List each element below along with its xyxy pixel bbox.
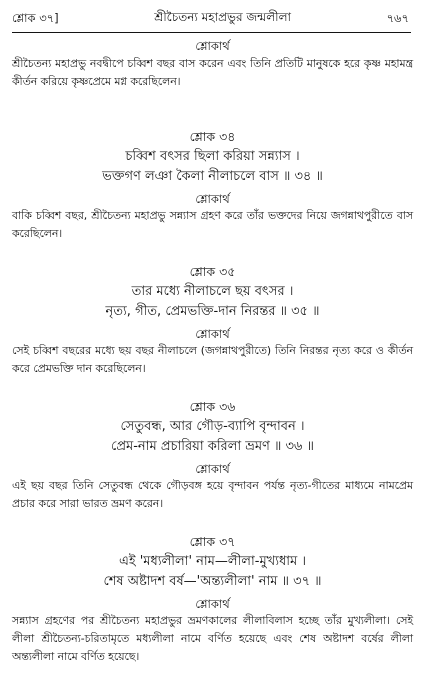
verse-34 <box>0 128 425 243</box>
verse-line: ভক্তগণ লঞা কৈলা নীলাচলে বাস ॥ ৩৪ ॥ <box>102 169 323 184</box>
verse-35 <box>0 263 425 378</box>
translation-label: শ্লোকার্থ <box>195 327 230 341</box>
verse-line: এই 'মধ্যলীলা' নাম—লীলা-মুখ্যধাম । <box>118 554 307 569</box>
verse-label: শ্লোক ৩৪ <box>189 129 236 144</box>
translation-label: শ্লোকার্থ <box>195 597 230 611</box>
translation-label: শ্লোকার্থ <box>195 462 230 476</box>
translation-label: শ্লোকার্থ <box>195 192 230 206</box>
translation-paragraph: শ্রীচৈতন্য মহাপ্রভু নবদ্বীপে চব্বিশ বছর বাস করেন এবং তিনি প্রতিটি মানুষকে হরে কৃষ্ণ মহামন্ত্র কীর্তন করিয়ে কৃষ্ণপ্রেমে মগ্ন করেছিলেন। <box>12 57 413 88</box>
chapter-title: শ্রীচৈতন্য মহাপ্রভুর জন্মলীলা <box>154 10 292 24</box>
verse-reference: শ্লোক ৩৭] <box>12 10 59 25</box>
verse-36 <box>0 398 425 513</box>
translation-paragraph: এই ছয় বছর তিনি সেতুবন্ধ থেকে গৌড়বঙ্গ হয়ে বৃন্দাবন পর্যন্ত নৃত্য-গীতের মাধ্যমে নামপ্রেম প্রচার করে সারা ভারত ভ্রমণ করেন। <box>12 479 413 510</box>
verse-line: চব্বিশ বৎসর ছিলা করিয়া সন্ন্যাস । <box>125 149 300 164</box>
verse-line: নৃত্য, গীত, প্রেমভক্তি-দান নিরন্তর ॥ ৩৫ ॥ <box>105 304 320 319</box>
header-rule <box>12 32 411 33</box>
translation-paragraph: সেই চব্বিশ বছরের মধ্যে ছয় বছর নীলাচলে (জগন্নাথপুরীতে) তিনি নিরন্তর নৃত্য করে ও কীর্তন করে প্রেমভক্তি দান করেছিলেন। <box>12 344 413 375</box>
verse-line: সেতুবন্ধ, আর গৌড়-ব্যাপি বৃন্দাবন । <box>120 419 305 434</box>
translation-paragraph: বাকি চব্বিশ বছর, শ্রীচৈতন্য মহাপ্রভু সন্ন্যাস গ্রহণ করে তাঁর ভক্তদের নিয়ে জগন্নাথপুরীতে বাস করেছিলেন। <box>12 209 413 240</box>
verse-label: শ্লোক ৩৬ <box>189 399 236 414</box>
verse-line: প্রেম-নাম প্রচারিয়া করিলা ভ্রমণ ॥ ৩৬ ॥ <box>111 439 314 454</box>
verse-label: শ্লোক ৩৫ <box>189 264 236 279</box>
page-number: ৭৬৭ <box>386 10 409 25</box>
verse-line: তার মধ্যে নীলাচলে ছয় বৎসর । <box>131 284 294 299</box>
verse-37 <box>0 533 425 666</box>
verse-line: শেষ অষ্টাদশ বর্ষ—'অন্ত্যলীলা' নাম ॥ ৩৭ ॥ <box>103 574 322 589</box>
translation-label: শ্লোকার্থ <box>195 39 230 53</box>
verse-label: শ্লোক ৩৭ <box>189 534 236 549</box>
running-head <box>12 8 409 30</box>
translation-paragraph: সন্ন্যাস গ্রহণের পর শ্রীচৈতন্য মহাপ্রভুর ভ্রমণকালের লীলাবিলাস হচ্ছে তাঁর মুখ্যলীলা। সেই লীলা শ্রীচৈতন্য-চরিতামৃতে মধ্যলীলা নামে বর্ণিত হয়েছে এবং শেষ অষ্টাদশ বর্ষের লীলা অন্ত্যলীলা নামে বর্ণিত হয়েছে। <box>12 614 413 663</box>
intro-translation <box>0 38 425 91</box>
